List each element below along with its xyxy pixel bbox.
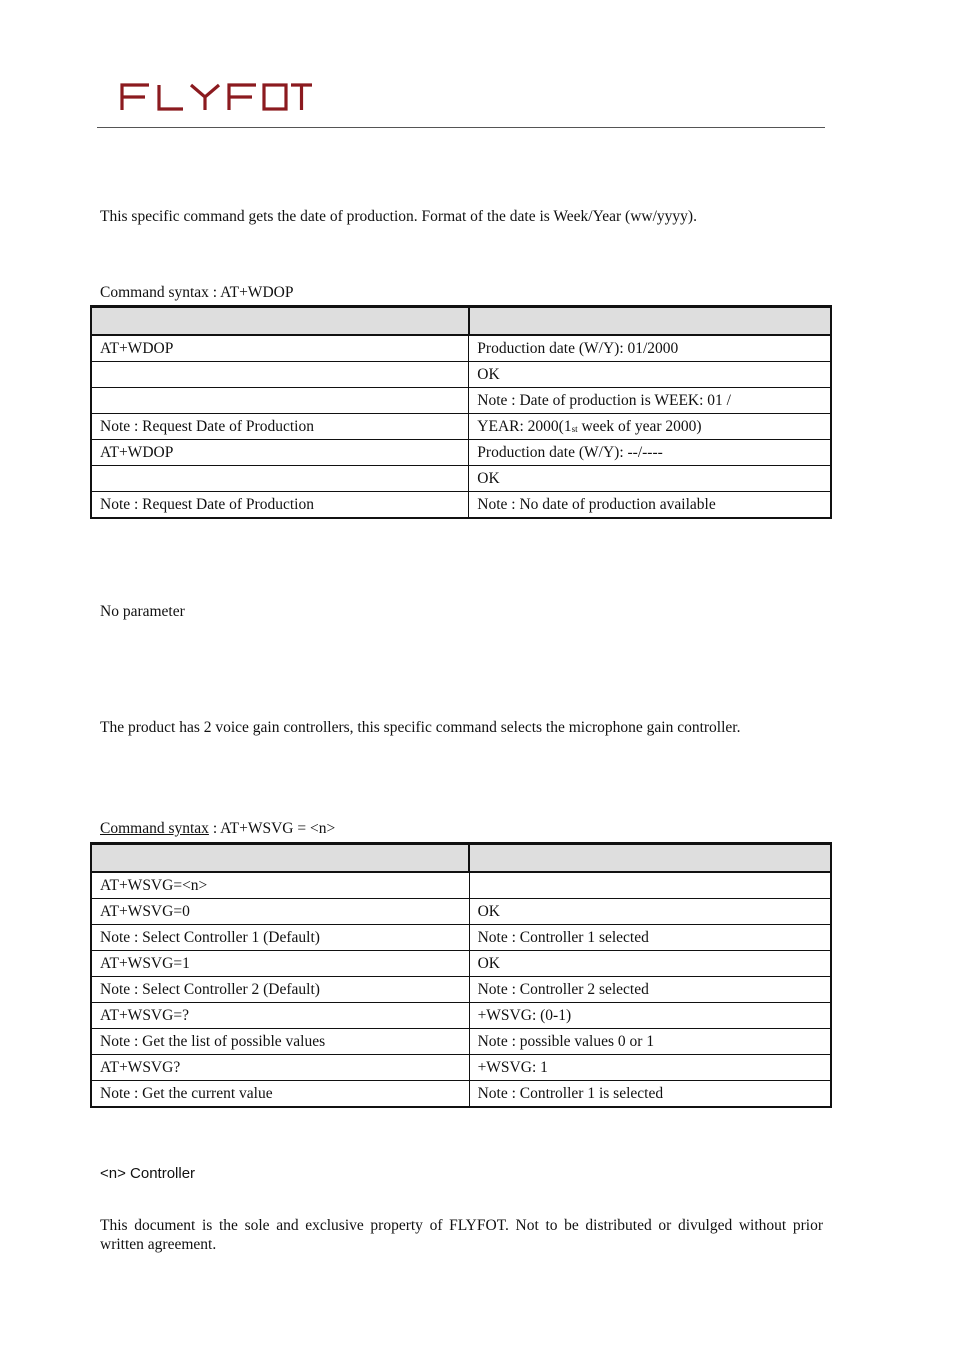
command-cell: Note : Request Date of Production [91,414,469,440]
table-row [91,1055,831,1081]
wsvg-command-syntax [100,820,335,838]
table-row [91,492,831,519]
response-cell: Note : Date of production is WEEK: 01 / [469,388,831,414]
response-cell: OK [469,466,831,492]
table-row [91,1029,831,1055]
table-row [91,899,831,925]
response-cell: Note : possible values 0 or 1 [469,1029,831,1055]
table-row [91,362,831,388]
table-row [91,388,831,414]
response-cell: Note : Controller 1 is selected [469,1081,831,1108]
command-cell: Note : Get the current value [91,1081,469,1108]
response-cell [469,872,831,899]
footer-notice: This document is the sole and exclusive property of FLYFOT. Not to be distributed or divulged without prior written agreement. [100,1217,823,1253]
response-cell: Production date (W/Y): 01/2000 [469,335,831,362]
syntax-value: : AT+WSVG = <n> [208,820,336,837]
table-header-cell [469,844,831,873]
table-row [91,872,831,899]
response-cell: Note : Controller 2 selected [469,977,831,1003]
response-cell: +WSVG: 1 [469,1055,831,1081]
table-row [91,951,831,977]
response-cell: OK [469,362,831,388]
response-cell: OK [469,899,831,925]
response-cell: Production date (W/Y): --/---- [469,440,831,466]
command-cell: AT+WSVG=0 [91,899,469,925]
command-cell: Note : Request Date of Production [91,492,469,519]
command-cell: AT+WSVG? [91,1055,469,1081]
command-cell: AT+WSVG=? [91,1003,469,1029]
response-cell: +WSVG: (0-1) [469,1003,831,1029]
flyfot-logo [119,82,313,112]
response-cell: Note : No date of production available [469,492,831,519]
table-header-cell [91,844,469,873]
table-row [91,977,831,1003]
ordinal-suffix: st [571,423,578,434]
command-cell: AT+WDOP [91,335,469,362]
response-cell: OK [469,951,831,977]
table-row [91,925,831,951]
command-cell: AT+WDOP [91,440,469,466]
wdop-command-table [90,305,832,519]
command-cell [91,362,469,388]
wdop-description: This specific command gets the date of production. Format of the date is Week/Year (ww/yyyy). [100,208,697,225]
response-cell [469,414,831,440]
wsvg-description: The product has 2 voice gain controllers, this specific command selects the microphone gain controller. [100,719,741,736]
response-cell: Note : Controller 1 selected [469,925,831,951]
command-cell [91,388,469,414]
table-row [91,466,831,492]
wdop-command-syntax: Command syntax : AT+WDOP [100,284,294,301]
table-row [91,414,831,440]
table-header-cell [469,307,831,336]
table-header-cell [91,307,469,336]
table-row [91,440,831,466]
header-rule [97,127,825,128]
response-text-tail: week of year 2000) [577,417,702,435]
table-header-row [91,844,831,873]
response-text: YEAR: 2000(1 [477,417,572,435]
syntax-label: Command syntax [100,820,209,837]
wsvg-parameter: <n> Controller [100,1165,196,1182]
wdop-parameters: No parameter [100,603,185,620]
command-cell: AT+WSVG=1 [91,951,469,977]
command-cell: Note : Select Controller 2 (Default) [91,977,469,1003]
wsvg-command-table [90,842,832,1108]
table-row [91,1003,831,1029]
table-header-row [91,307,831,336]
table-row [91,335,831,362]
command-cell: Note : Select Controller 1 (Default) [91,925,469,951]
command-cell [91,466,469,492]
command-cell: AT+WSVG=<n> [91,872,469,899]
command-cell: Note : Get the list of possible values [91,1029,469,1055]
table-row [91,1081,831,1108]
